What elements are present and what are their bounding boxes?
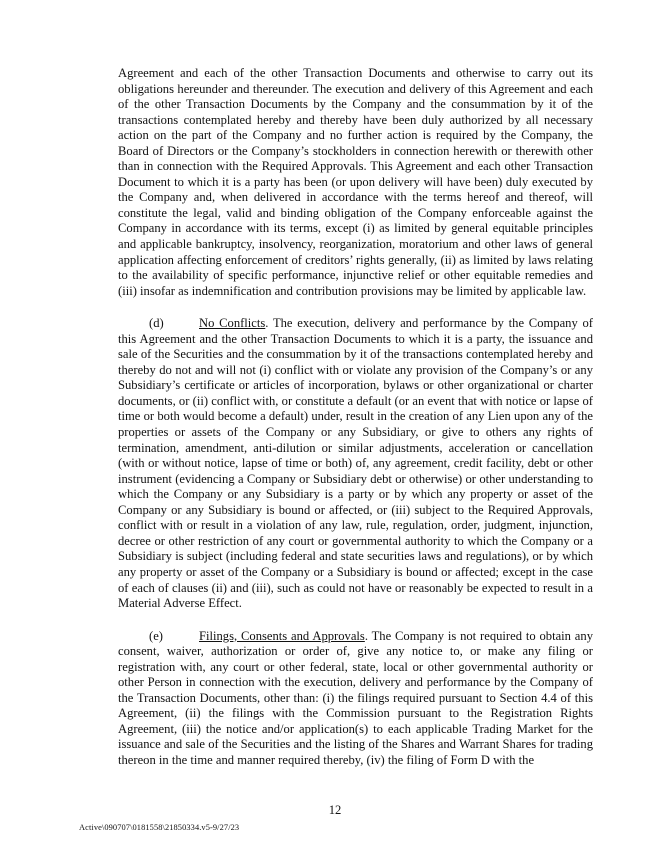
continuation-paragraph: Agreement and each of the other Transaction Documents and otherwise to carry out its obligations hereunder and thereunder. The execution and delivery of this Agreement and each of the other Transaction Documents by the Company and the consummation by it of the transactions contemplated hereby and thereby have been duly authorized by all necessary action on the part of the Company and no further action is required by the Company, the Board of Directors or the Company’s stockholders in connection herewith or therewith other than in connection with the Required Approvals. This Agreement and each other Transaction Document to which it is a party has been (or upon delivery will have been) duly executed by the Company and, when delivered in accordance with the terms hereof and thereof, will constitute the legal, valid and binding obligation of the Company enforceable against the Company in accordance with its terms, except (i) as limited by general equitable principles and applicable bankruptcy, insolvency, reorganization, moratorium and other laws of general application affecting enforcement of creditors’ rights generally, (ii) as limited by laws relating to the availability of specific performance, injunctive relief or other equitable remedies and (iii) insofar as indemnification and contribution provisions may be limited by applicable law. bbox=[118, 66, 593, 298]
section-e-heading: Filings, Consents and Approvals bbox=[199, 628, 365, 643]
section-d-number: (d) bbox=[149, 316, 164, 331]
section-e-number: (e) bbox=[149, 628, 163, 643]
section-d-paragraph bbox=[118, 316, 593, 611]
page-number: 12 bbox=[328, 803, 342, 817]
document-reference-footer: Active\090707\0181558\21850334.v5-9/27/23 bbox=[79, 823, 240, 832]
document-body bbox=[118, 66, 593, 769]
section-d-text: . The execution, delivery and performance by the Company of this Agreement and the other Transaction Documents to which it is a party, the issuance and sale of the Securities and the consummation by it of the transactions contemplated hereby and thereby do not and will not (i) conflict with or violate any provision of the Company’s or any Subsidiary’s certificate or articles of incorporation, bylaws or other organizational or charter documents, or (ii) conflict with, or constitute a default (or an event that with notice or lapse of time or both would become a default) under, result in the creation of any Lien upon any of the properties or assets of the Company or any Subsidiary, or give to others any rights of termination, amendment, anti-dilution or similar adjustments, acceleration or cancellation (with or without notice, lapse of time or both) of, any agreement, credit facility, debt or other instrument (evidencing a Company or Subsidiary debt or otherwise) or other understanding to which the Company or any Subsidiary is a party or by which any property or asset of the Company or any Subsidiary is bound or affected, or (iii) subject to the Required Approvals, conflict with or result in a violation of any law, rule, regulation, order, judgment, injunction, decree or other restriction of any court or governmental authority to which the Company or a Subsidiary is subject (including federal and state securities laws and regulations), or by which any property or asset of the Company or a Subsidiary is bound or affected; except in the case of each of clauses (ii) and (iii), such as could not have or reasonably be expected to result in a Material Adverse Effect. bbox=[118, 316, 593, 611]
section-e-text: . The Company is not required to obtain any consent, waiver, authorization or order of, give any notice to, or make any filing or registration with, any court or other federal, state, local or other governmental authority or other Person in connection with the execution, delivery and performance by the Company of the Transaction Documents, other than: (i) the filings required pursuant to Section 4.4 of this Agreement, (ii) the filings with the Commission pursuant to the Registration Rights Agreement, (iii) the notice and/or application(s) to each applicable Trading Market for the issuance and sale of the Securities and the listing of the Shares and Warrant Shares for trading thereon in the time and manner required thereby, (iv) the filing of Form D with the bbox=[118, 628, 593, 767]
section-e-paragraph bbox=[118, 629, 593, 769]
section-d-heading: No Conflicts bbox=[199, 316, 266, 331]
